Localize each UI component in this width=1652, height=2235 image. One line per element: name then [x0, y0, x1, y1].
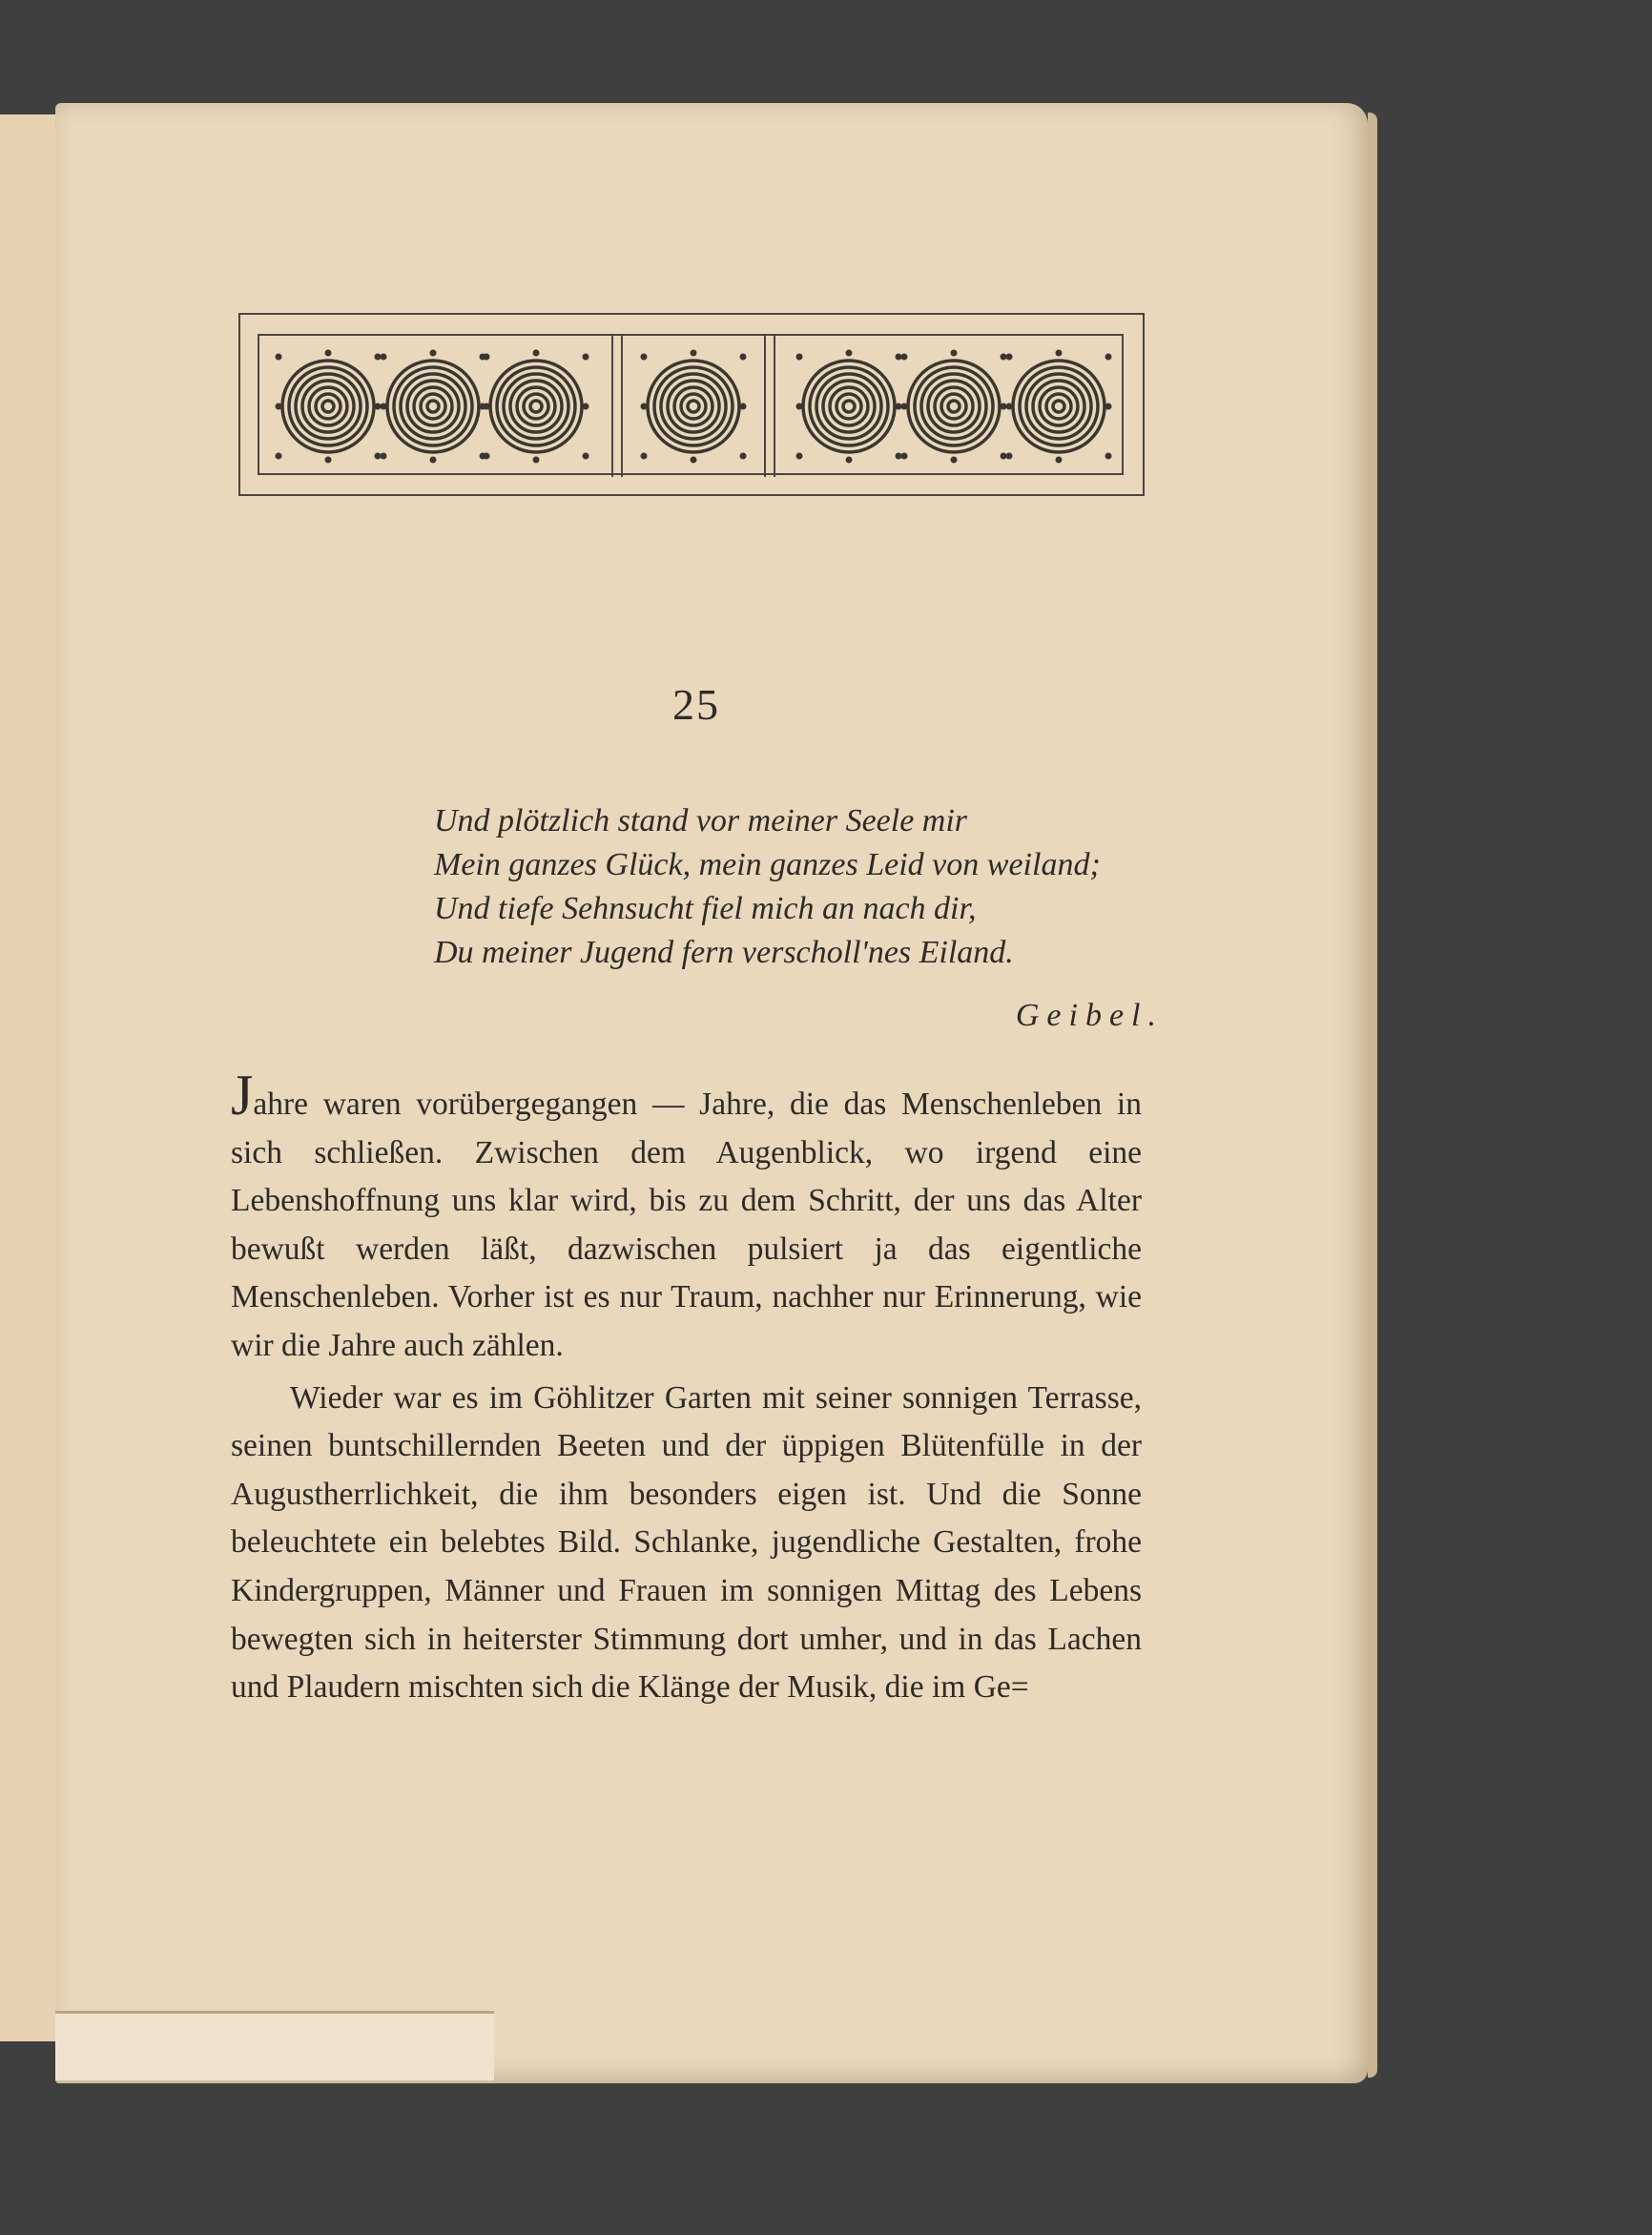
ornament-dot: [1105, 453, 1112, 460]
ornament-dot: [1056, 457, 1063, 464]
ornament-dot: [951, 350, 958, 357]
poem-line: Und plötzlich stand vor meiner Seele mir: [434, 803, 968, 838]
ornament-ring: [1053, 401, 1064, 412]
paragraph: Wieder war es im Göhlitzer Garten mit seiner sonnigen Terrasse, seinen buntschillernden Beeten und der üppigen Blütenfülle in der Augustherrlichkeit, die ihm besonders eigen ist. Und die Sonne beleuchtete ein belebtes Bild. Schlanke, jugendliche Gestalten, frohe Kindergruppen, Männer und Frauen im sonnigen Mittag des Lebens bewegten sich in heiterster Stimmung dort umher, und in das Lachen und Plaudern mischten sich die Klänge der Musik, die im Ge=: [231, 1379, 1142, 1706]
drop-cap: J: [231, 1064, 254, 1127]
ornament-dot: [796, 453, 803, 460]
ornament-dot: [375, 404, 382, 410]
ornament-ring: [421, 394, 445, 419]
ornament-dot: [1006, 404, 1013, 410]
ornament-ring: [296, 374, 361, 439]
poem-author: Geibel.: [1015, 998, 1164, 1033]
prose-body: [231, 1064, 1142, 1712]
poem-line: Mein ganzes Glück, mein ganzes Leid von weiland;: [434, 847, 1101, 882]
ornament-ring: [316, 394, 341, 419]
ornament-dot: [381, 354, 387, 361]
ornament-ring: [1026, 374, 1091, 439]
ornament-ring: [427, 401, 439, 412]
ornament-dot: [325, 350, 332, 357]
header-ornament-inner: [258, 334, 1124, 475]
ornament-dot: [901, 404, 908, 410]
poem-line: Und tiefe Sehnsucht fiel mich an nach dir,: [434, 891, 977, 926]
ornament-ring: [1046, 394, 1071, 419]
ornament-ring: [504, 374, 568, 439]
paragraph-text: ahre waren vorübergegangen — Jahre, die das Menschenleben in sich schließen. Zwischen dem Augenblick, wo irgend eine Lebenshoffnung uns klar wird, bis zu dem Schritt, der uns das Alter bewußt werden läßt, dazwischen pulsiert ja das eigentliche Menschenleben. Vorher ist es nur Traum, nachher nur Erinnerung, wie wir die Jahre auch zählen.: [231, 1086, 1142, 1363]
ornament-dot: [951, 457, 958, 464]
ornament-dot: [740, 354, 747, 361]
page-edge: [1368, 113, 1377, 2078]
ornament-dot: [484, 453, 490, 460]
ornament-dot: [691, 350, 697, 357]
ornament-dot: [276, 354, 282, 361]
ornament-dot: [583, 453, 589, 460]
ornament-ring: [524, 394, 548, 419]
ornament-dot: [381, 453, 387, 460]
ornament-dot: [901, 354, 908, 361]
left-page-edge: [0, 114, 62, 2041]
ornament-ring: [661, 374, 726, 439]
ornament-dot: [430, 350, 437, 357]
ornament-dot: [896, 453, 902, 460]
ornament-dot: [325, 457, 332, 464]
ornament-dot: [896, 354, 902, 361]
ornament-dot: [1006, 354, 1013, 361]
ornament-dot: [846, 350, 853, 357]
ornament-ring: [530, 401, 542, 412]
ornament-dot: [1001, 404, 1007, 410]
ornament-dot: [533, 350, 540, 357]
ornament-dot: [740, 453, 747, 460]
ornament-dot: [1001, 453, 1007, 460]
torn-bottom-strip: [55, 2011, 494, 2080]
ornament-ring: [688, 401, 699, 412]
ornament-dot: [641, 453, 648, 460]
ornament-dot: [796, 354, 803, 361]
ornament-dot: [796, 404, 803, 410]
ornament-ring: [836, 394, 861, 419]
ornament-dot: [901, 453, 908, 460]
paragraph: [231, 1064, 1142, 1371]
ornament-circles: [259, 336, 1125, 477]
ornament-dot: [846, 457, 853, 464]
ornament-dot: [276, 453, 282, 460]
ornament-dot: [896, 404, 902, 410]
ornament-dot: [1006, 453, 1013, 460]
ornament-ring: [948, 401, 960, 412]
ornament-dot: [430, 457, 437, 464]
ornament-dot: [1105, 404, 1112, 410]
ornament-dot: [641, 404, 648, 410]
poem-line: Du meiner Jugend fern verscholl'nes Eiland.: [434, 935, 1014, 970]
ornament-ring: [816, 374, 881, 439]
poem: [434, 799, 1178, 975]
ornament-dot: [484, 404, 490, 410]
ornament-dot: [381, 404, 387, 410]
ornament-dot: [375, 453, 382, 460]
ornament-dot: [583, 354, 589, 361]
ornament-dot: [641, 354, 648, 361]
ornament-ring: [843, 401, 855, 412]
ornament-ring: [322, 401, 334, 412]
ornament-dot: [1056, 350, 1063, 357]
ornament-dot: [375, 354, 382, 361]
ornament-dot: [1105, 354, 1112, 361]
ornament-dot: [583, 404, 589, 410]
ornament-dot: [276, 404, 282, 410]
ornament-ring: [681, 394, 706, 419]
ornament-ring: [401, 374, 465, 439]
chapter-number: 25: [672, 680, 720, 729]
ornament-ring: [921, 374, 986, 439]
ornament-dot: [484, 354, 490, 361]
ornament-dot: [1001, 354, 1007, 361]
ornament-ring: [941, 394, 966, 419]
ornament-dot: [740, 404, 747, 410]
ornament-dot: [533, 457, 540, 464]
ornament-dot: [691, 457, 697, 464]
